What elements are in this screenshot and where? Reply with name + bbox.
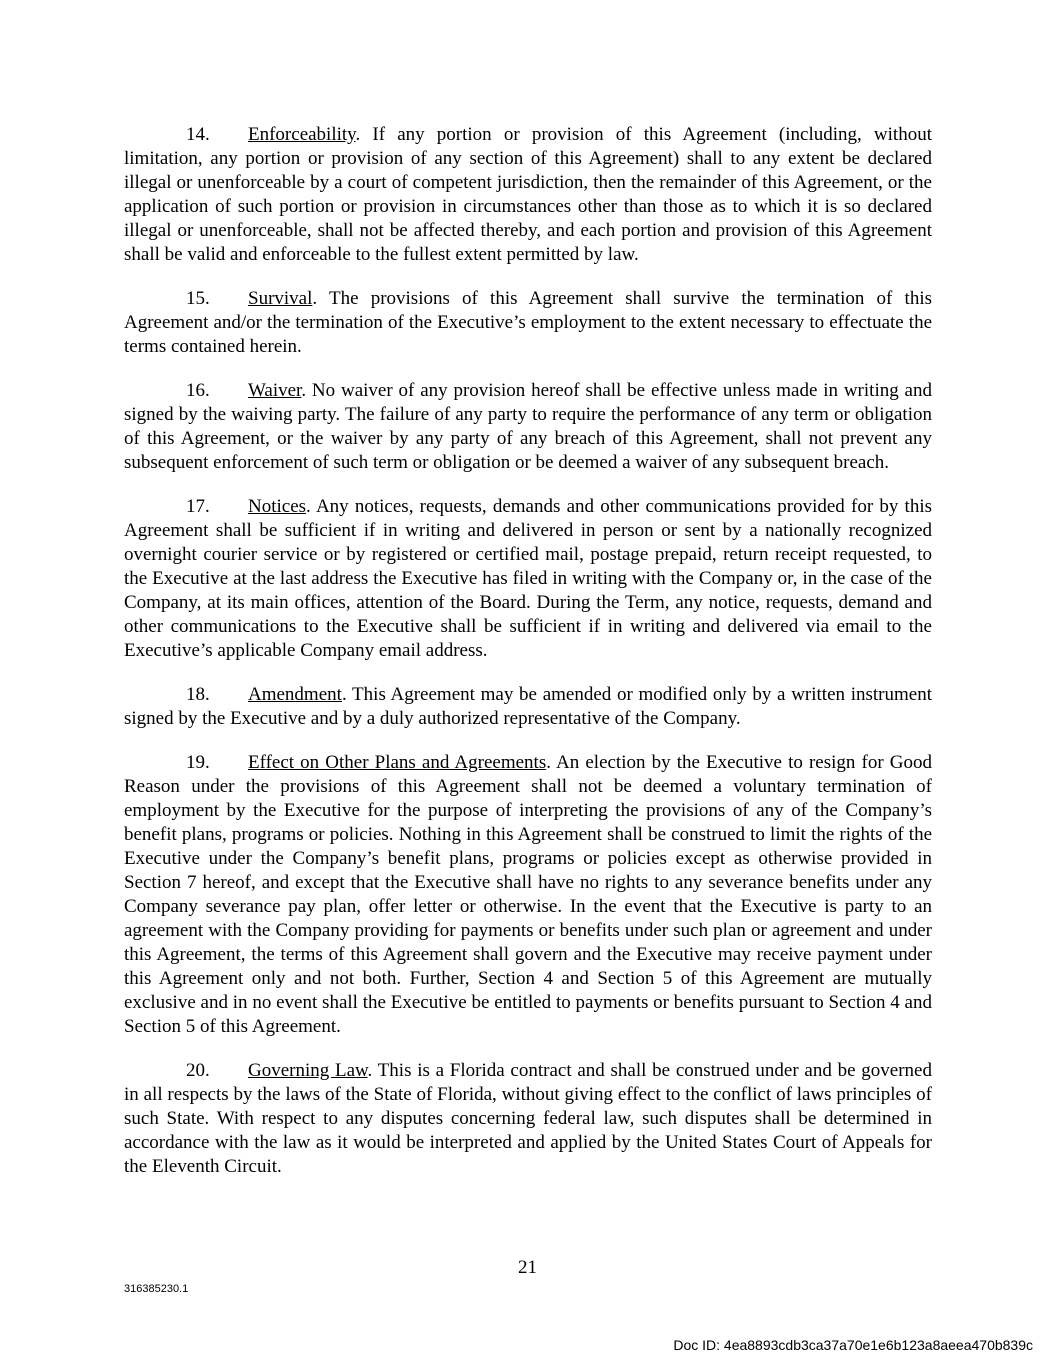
section-number: 20. [186, 1060, 210, 1081]
section-body: . This is a Florida contract and shall be construed under and be governed in all respects by the laws of the State of Florida, without giving effect to the conflict of laws principles of such State. With respect to any disputes concerning federal law, such disputes shall be determined in accordance with the law as it would be interpreted and applied by the United States Court of Appeals for the Eleventh Circuit. [124, 1060, 932, 1177]
section-20 [124, 1059, 932, 1179]
section-number: 14. [186, 124, 210, 145]
document-body [124, 123, 932, 1199]
section-19 [124, 751, 932, 1039]
section-17 [124, 495, 932, 663]
section-heading: Survival [248, 288, 313, 309]
section-body: . This Agreement may be amended or modified only by a written instrument signed by the Executive and by a duly authorized representative of the Company. [124, 684, 932, 729]
section-body: . The provisions of this Agreement shall survive the termination of this Agreement and/or the termination of the Executive’s employment to the extent necessary to effectuate the terms contained herein. [124, 288, 932, 357]
section-number: 19. [186, 752, 210, 773]
section-heading: Notices [248, 496, 307, 517]
section-heading: Effect on Other Plans and Agreements [248, 752, 547, 773]
section-number: 18. [186, 684, 210, 705]
section-number: 16. [186, 380, 210, 401]
section-heading: Enforceability [248, 124, 356, 145]
section-18 [124, 683, 932, 731]
document-code: 316385230.1 [124, 1283, 189, 1295]
page-number: 21 [518, 1257, 537, 1278]
section-body: . If any portion or provision of this Agreement (including, without limitation, any portion or provision of any section of this Agreement) shall to any extent be declared illegal or unenforceable by a court of competent jurisdiction, then the remainder of this Agreement, or the application of such portion or provision in circumstances other than those as to which it is so declared illegal or unenforceable, shall not be affected thereby, and each portion and provision of this Agreement shall be valid and enforceable to the fullest extent permitted by law. [124, 124, 932, 265]
section-14 [124, 123, 932, 267]
section-heading: Amendment [248, 684, 342, 705]
section-body: . Any notices, requests, demands and other communications provided for by this Agreement shall be sufficient if in writing and delivered in person or sent by a nationally recognized overnight courier service or by registered or certified mail, postage prepaid, return receipt requested, to the Executive at the last address the Executive has filed in writing with the Company or, in the case of the Company, at its main offices, attention of the Board. During the Term, any notice, requests, demand and other communications to the Executive shall be sufficient if in writing and delivered via email to the Executive’s applicable Company email address. [124, 496, 932, 661]
section-15 [124, 287, 932, 359]
section-heading: Governing Law [248, 1060, 368, 1081]
doc-id: Doc ID: 4ea8893cdb3ca37a70e1e6b123a8aeea470b839c [673, 1337, 1033, 1353]
section-16 [124, 379, 932, 475]
section-number: 15. [186, 288, 210, 309]
section-heading: Waiver [248, 380, 302, 401]
section-body: . No waiver of any provision hereof shall be effective unless made in writing and signed by the waiving party. The failure of any party to require the performance of any term or obligation of this Agreement, or the waiver by any party of any breach of this Agreement, shall not prevent any subsequent enforcement of such term or obligation or be deemed a waiver of any subsequent breach. [124, 380, 932, 473]
section-number: 17. [186, 496, 210, 517]
section-body: . An election by the Executive to resign for Good Reason under the provisions of this Agreement shall not be deemed a voluntary termination of employment by the Executive for the purpose of interpreting the provisions of any of the Company’s benefit plans, programs or policies. Nothing in this Agreement shall be construed to limit the rights of the Executive under the Company’s benefit plans, programs or policies except as otherwise provided in Section 7 hereof, and except that the Executive shall have no rights to any severance benefits under any Company severance pay plan, offer letter or otherwise. In the event that the Executive is party to an agreement with the Company providing for payments or benefits under such plan or agreement and under this Agreement, the terms of this Agreement shall govern and the Executive may receive payment under this Agreement only and not both. Further, Section 4 and Section 5 of this Agreement are mutually exclusive and in no event shall the Executive be entitled to payments or benefits pursuant to Section 4 and Section 5 of this Agreement. [124, 752, 932, 1037]
